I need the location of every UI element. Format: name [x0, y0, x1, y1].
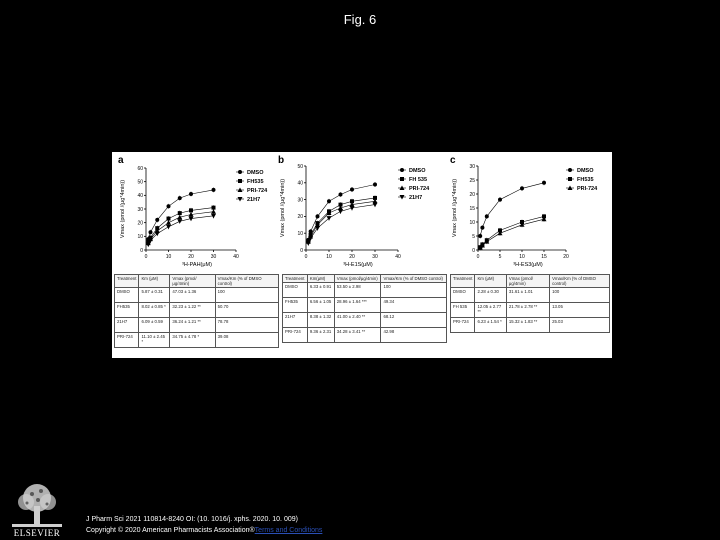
table-cell: 31.61 ± 1.01 [506, 288, 549, 303]
table-cell: 21H7 [115, 318, 139, 333]
x-axis-label: ³H-PAH(μM) [182, 262, 212, 268]
table-header-cell: Km (μM) [475, 275, 506, 288]
table-cell: 47.03 ± 1.36 [170, 288, 215, 303]
table-header-cell: Vmax/Km (% of DMSO control) [381, 275, 447, 283]
y-tick-label: 15 [469, 205, 475, 212]
table-cell: 15.32 ± 1.83 ** [506, 318, 549, 333]
x-tick-label: 20 [563, 254, 569, 260]
legend-label: FH 535 [409, 177, 428, 183]
y-tick-label: 30 [137, 206, 143, 213]
table-cell: 21.78 ± 2.78 ** [506, 303, 549, 318]
x-tick-label: 30 [210, 254, 217, 260]
y-tick-label: 10 [469, 219, 475, 226]
data-point [155, 218, 159, 222]
panel-letter-a: a [118, 155, 124, 166]
data-point [177, 219, 182, 224]
table-cell: 2.28 ± 0.30 [475, 288, 506, 303]
x-axis-label: ³H-E1S(μM) [343, 262, 373, 268]
y-axis-label: Vmax (pmol /(μg*4min)) [280, 178, 286, 238]
table-header-cell: Treatment [451, 275, 475, 288]
data-point [338, 209, 343, 214]
x-tick-label: 10 [165, 254, 172, 260]
data-point [373, 182, 377, 186]
table-header-row [451, 275, 610, 288]
table-row [451, 318, 610, 333]
legend-label: DMSO [409, 168, 426, 174]
data-point [211, 209, 216, 214]
table-header-cell: Vmax (pmol/μg/4min) [334, 275, 381, 283]
x-tick-label: 0 [476, 254, 480, 260]
y-tick-label: 30 [469, 163, 475, 170]
table-cell: 50.70 [215, 303, 278, 318]
panel-letter-b: b [278, 155, 285, 166]
x-tick-label: 5 [498, 254, 502, 260]
series-fh535 [478, 214, 546, 250]
table-row [451, 303, 610, 318]
data-point [212, 206, 216, 210]
data-point [212, 188, 216, 192]
table-cell: 6.56 ± 1.05 [307, 298, 334, 313]
x-tick-label: 20 [349, 254, 355, 260]
legend-label: 21H7 [409, 195, 423, 201]
table-cell: 42.98 [381, 328, 447, 343]
x-tick-label: 10 [519, 254, 525, 260]
legend-label: DMSO [577, 168, 594, 174]
series-fit-line [308, 185, 375, 240]
table-cell: 36.24 ± 1.21 ** [170, 318, 215, 333]
copyright-text: Copyright © 2020 American Pharmacists Association® [86, 527, 255, 534]
table-cell: 8.02 ± 0.85 * [139, 303, 170, 318]
table-header-row [283, 275, 447, 283]
y-tick-label: 60 [137, 165, 143, 172]
legend-label: PRI-724 [577, 186, 598, 192]
series-dmso [478, 180, 546, 238]
table-row [283, 313, 447, 328]
series-fit-line [480, 216, 544, 247]
series-fh535 [146, 205, 215, 244]
y-tick-label: 50 [297, 163, 303, 170]
table-cell: 6.23 ± 1.54 * [475, 318, 506, 333]
chart-panel-b [274, 154, 444, 270]
x-axis-label: ³H-ES3(μM) [513, 262, 543, 268]
publisher-name: ELSEVIER [13, 528, 61, 538]
table-header-cell: Vmax (pmol/μg/4min) [170, 275, 215, 288]
copyright-line [86, 527, 322, 534]
citation-text: J Pharm Sci 2021 110814-8240 OI: (10. 1016/j. xphs. 2020. 10. 009) [86, 516, 298, 523]
y-tick-label: 40 [137, 193, 143, 200]
table-header-cell: Treatment [283, 275, 308, 283]
table-header-row [115, 275, 279, 288]
table-cell: 68.12 [381, 313, 447, 328]
table-cell: DMSO [115, 288, 139, 303]
table-row [115, 333, 279, 348]
table-cell: 5.87 ± 0.31 [139, 288, 170, 303]
table-cell: FH535 [115, 303, 139, 318]
table-cell: 28.96 ± 1.64 *** [334, 298, 381, 313]
table-cell: FH535 [283, 298, 308, 313]
series-fit-line [480, 183, 544, 236]
data-point [542, 181, 546, 185]
y-tick-label: 30 [297, 197, 303, 204]
table-cell: 53.50 ± 2.98 [334, 283, 381, 298]
x-tick-label: 15 [541, 254, 547, 260]
table-row [115, 303, 279, 318]
data-point [498, 198, 502, 202]
table-row [283, 298, 447, 313]
data-point [480, 226, 484, 230]
y-tick-label: 25 [469, 177, 475, 184]
legend-label: PRI-724 [409, 186, 430, 192]
y-tick-label: 20 [137, 220, 143, 227]
table-cell: 34.28 ± 3.41 ** [334, 328, 381, 343]
y-tick-label: 10 [137, 234, 143, 241]
y-tick-label: 0 [300, 247, 303, 254]
table-cell: 100 [381, 283, 447, 298]
data-point [315, 226, 320, 231]
table-row [115, 288, 279, 303]
y-axis-label: Vmax (pmol /(μg*4min)) [120, 179, 126, 239]
data-point [350, 188, 354, 192]
data-point [167, 204, 171, 208]
legend-label: FH535 [577, 177, 594, 183]
data-point [339, 193, 343, 197]
data-point [316, 214, 320, 218]
x-tick-label: 10 [326, 254, 332, 260]
panel-letter-c: c [450, 155, 456, 166]
data-point [327, 199, 331, 203]
table-cell: 49.34 [381, 298, 447, 313]
data-point [178, 196, 182, 200]
table-row [115, 318, 279, 333]
data-point [189, 192, 193, 196]
y-tick-label: 20 [297, 214, 303, 221]
table-cell: DMSO [283, 283, 308, 298]
table-header-cell: Vmax/Km (% of DMSO control) [550, 275, 610, 288]
table-cell: 78.78 [215, 318, 278, 333]
table-cell: 100 [550, 288, 610, 303]
table-header-cell: Vmax/Km (% of DMSO control) [215, 275, 278, 288]
y-tick-label: 5 [472, 233, 475, 240]
y-tick-label: 50 [137, 179, 143, 186]
chart-a [114, 154, 272, 270]
table-cell: 8.38 ± 1.32 [307, 313, 334, 328]
data-point [149, 230, 153, 234]
data-point [166, 225, 171, 230]
data-point [189, 208, 193, 212]
x-tick-label: 0 [304, 254, 308, 260]
x-tick-label: 40 [395, 254, 401, 260]
terms-and-conditions-link[interactable]: Terms and Conditions [254, 527, 323, 534]
table-cell: 39.08 [215, 333, 278, 348]
x-tick-label: 40 [233, 254, 239, 260]
x-tick-label: 20 [188, 254, 194, 260]
chart-b [274, 154, 444, 270]
table-cell: 12.05 ± 2.77 ** [475, 303, 506, 318]
legend-label: DMSO [247, 170, 264, 176]
table-cell: 13.05 [550, 303, 610, 318]
figure-panel [112, 152, 612, 358]
table-cell: 25.03 [550, 318, 610, 333]
figure-title: Fig. 6 [343, 12, 377, 27]
table-cell: 11.10 ± 2.45 * [139, 333, 170, 348]
table-cell: 21H7 [283, 313, 308, 328]
table-cell: 34.75 ± 4.78 * [170, 333, 215, 348]
y-tick-label: 0 [140, 247, 143, 254]
table-header-cell: Vmax (pmol/μg/4min) [506, 275, 549, 288]
legend-label: FH535 [247, 179, 264, 185]
table-cell: 6.09 ± 0.59 [139, 318, 170, 333]
kinetics-table-c [450, 274, 610, 333]
table-cell: 100 [215, 288, 278, 303]
table-cell: PRI-724 [283, 328, 308, 343]
y-axis-label: Vmax (pmol /(μg*4min)) [452, 178, 458, 238]
table-cell: FH 535 [451, 303, 475, 318]
chart-panel-c [446, 154, 610, 270]
data-point [167, 217, 171, 221]
data-point [520, 186, 524, 190]
series-pri-724 [478, 217, 547, 251]
table-cell: DMSO [451, 288, 475, 303]
table-cell: PRI-724 [451, 318, 475, 333]
chart-c [446, 154, 610, 270]
table-cell: 41.00 ± 2.40 ** [334, 313, 381, 328]
table-header-cell: Treatment [115, 275, 139, 288]
data-point [478, 234, 482, 238]
table-header-cell: Km (μM) [139, 275, 170, 288]
y-tick-label: 40 [297, 180, 303, 187]
table-row [451, 288, 610, 303]
y-tick-label: 20 [469, 191, 475, 198]
x-tick-label: 30 [372, 254, 378, 260]
legend-label: 21H7 [247, 197, 261, 203]
table-cell: 6.33 ± 0.91 [307, 283, 334, 298]
legend-label: PRI-724 [247, 188, 268, 194]
kinetics-table-b [282, 274, 447, 343]
kinetics-table-a [114, 274, 279, 348]
y-tick-label: 0 [472, 247, 475, 254]
series-fit-line [480, 219, 544, 248]
series-dmso [306, 182, 377, 242]
y-tick-label: 10 [297, 231, 303, 237]
table-header-cell: Km(μM) [307, 275, 334, 283]
table-cell: 9.36 ± 2.31 [307, 328, 334, 343]
table-row [283, 283, 447, 298]
table-cell: PRI-724 [115, 333, 139, 348]
data-point [166, 220, 171, 225]
table-row [283, 328, 447, 343]
chart-panel-a [114, 154, 272, 270]
x-tick-label: 0 [144, 254, 148, 260]
data-point [485, 214, 489, 218]
data-point [178, 211, 182, 215]
table-cell: 32.23 ± 1.22 ** [170, 303, 215, 318]
